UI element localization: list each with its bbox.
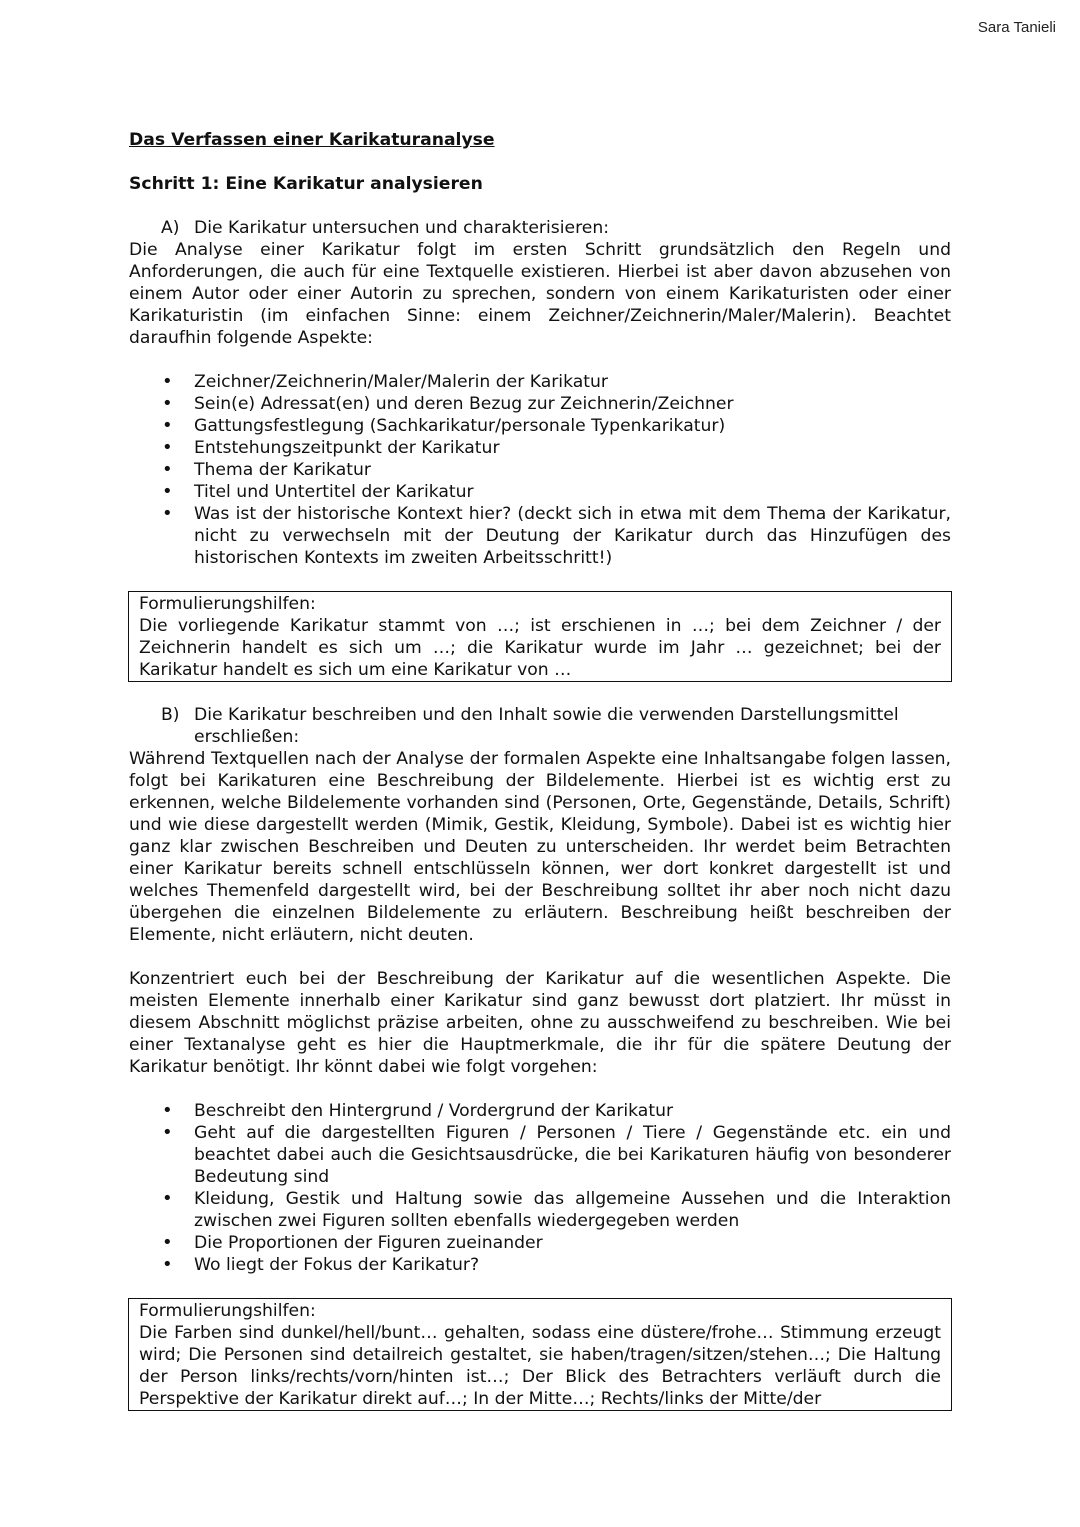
author-name: Sara Tanieli <box>977 19 1056 36</box>
section-b-heading-text: Die Karikatur beschreiben und den Inhalt sowie die verwenden Darstellungsmittel erschließen: <box>194 705 899 747</box>
section-b-heading <box>129 704 951 748</box>
section-a-box-text: Die vorliegende Karikatur stammt von …; ist erschienen in …; bei dem Zeichner / der Zeichnerin handelt es sich um …; die Karikatur wurde im Jahr … gezeichnet; bei der Karikatur handelt es sich um eine Karikatur von … <box>139 616 941 680</box>
list-item: • Zeichner/Zeichnerin/Maler/Malerin der Karikatur <box>129 371 951 393</box>
step-title: Schritt 1: Eine Karikatur analysieren <box>129 174 483 194</box>
list-item: • Thema der Karikatur <box>129 459 951 481</box>
list-item: • Sein(e) Adressat(en) und deren Bezug zur Zeichnerin/Zeichner <box>129 393 951 415</box>
document-title: Das Verfassen einer Karikaturanalyse <box>129 130 495 150</box>
list-item: • Gattungsfestlegung (Sachkarikatur/personale Typenkarikatur) <box>129 415 951 437</box>
list-item: • Kleidung, Gestik und Haltung sowie das allgemeine Aussehen und die Interaktion zwischen zwei Figuren sollten ebenfalls wiedergegeben werden <box>129 1188 951 1232</box>
section-b-paragraph-2: Konzentriert euch bei der Beschreibung der Karikatur auf die wesentlichen Aspekte. Die meisten Elemente innerhalb einer Karikatur sind ganz bewusst dort platziert. Ihr müsst in diesem Abschnitt möglichst präzise arbeiten, ohne zu ausschweifend zu beschreiben. Wie bei einer Textanalyse geht es hier die Hauptmerkmale, die ihr für die spätere Deutung der Karikatur benötigt. Ihr könnt dabei wie folgt vorgehen: <box>129 969 951 1077</box>
document-body <box>129 129 951 1411</box>
section-b-list <box>129 1100 951 1276</box>
list-item: • Was ist der historische Kontext hier? (deckt sich in etwa mit dem Thema der Karikatur, nicht zu verwechseln mit der Deutung der Karikatur durch das Hinzufügen des historischen Kontexts im zweiten Arbeitsschritt!) <box>129 503 951 569</box>
section-a-marker: A) <box>161 218 180 238</box>
list-item: • Geht auf die dargestellten Figuren / Personen / Tiere / Gegenstände etc. ein und beachtet dabei auch die Gesichtsausdrücke, die bei Karikaturen häufig von besonderer Bedeutung sind <box>129 1122 951 1188</box>
section-a-paragraph: Die Analyse einer Karikatur folgt im ersten Schritt grundsätzlich den Regeln und Anforderungen, die auch für eine Textquelle existieren. Hierbei ist aber davon abzusehen von einem Autor oder einer Autorin zu sprechen, sondern von einem Karikaturisten oder einer Karikaturistin (im einfachen Sinne: einem Zeichner/Zeichnerin/Maler/Malerin). Beachtet daraufhin folgende Aspekte: <box>129 240 951 348</box>
section-b-marker: B) <box>161 705 180 725</box>
section-a-phrasing-box <box>128 591 952 682</box>
list-item: • Die Proportionen der Figuren zueinander <box>129 1232 951 1254</box>
section-a-heading <box>129 217 951 239</box>
list-item: • Wo liegt der Fokus der Karikatur? <box>129 1254 951 1276</box>
section-b-phrasing-box <box>128 1298 952 1411</box>
section-b-paragraph-1: Während Textquellen nach der Analyse der formalen Aspekte eine Inhaltsangabe folgen lassen, folgt bei Karikaturen eine Beschreibung der Bildelemente. Hierbei ist es wichtig erst zu erkennen, welche Bildelemente vorhanden sind (Personen, Orte, Gegenstände, Details, Schrift) und wie diese dargestellt werden (Mimik, Gestik, Kleidung, Symbole). Dabei ist es wichtig hier ganz klar zwischen Beschreiben und Deuten zu unterscheiden. Ihr werdet beim Betrachten einer Karikatur bereits schnell entschlüsseln können, wer dort konkret dargestellt ist und welches Themenfeld dargestellt wird, bei der Beschreibung solltet ihr aber noch nicht dazu übergehen die einzelnen Bildelemente zu erläutern. Beschreibung heißt beschreiben der Elemente, nicht erläutern, nicht deuten. <box>129 749 951 945</box>
section-b-box-text: Die Farben sind dunkel/hell/bunt… gehalten, sodass eine düstere/frohe… Stimmung erzeugt wird; Die Personen sind detailreich gestaltet, sie haben/tragen/sitzen/stehen…; Die Haltung der Person links/rechts/vorn/hinten ist…; Der Blick des Betrachters verläuft durch die Perspektive der Karikatur direkt auf…; In der Mitte…; Rechts/links der Mitte/der <box>139 1323 941 1409</box>
section-a-list <box>129 371 951 569</box>
section-a-heading-text: Die Karikatur untersuchen und charakterisieren: <box>194 218 610 238</box>
section-b-box-label: Formulierungshilfen: <box>139 1301 316 1321</box>
section-a-box-label: Formulierungshilfen: <box>139 594 316 614</box>
list-item: • Titel und Untertitel der Karikatur <box>129 481 951 503</box>
list-item: • Entstehungszeitpunkt der Karikatur <box>129 437 951 459</box>
list-item: • Beschreibt den Hintergrund / Vordergrund der Karikatur <box>129 1100 951 1122</box>
